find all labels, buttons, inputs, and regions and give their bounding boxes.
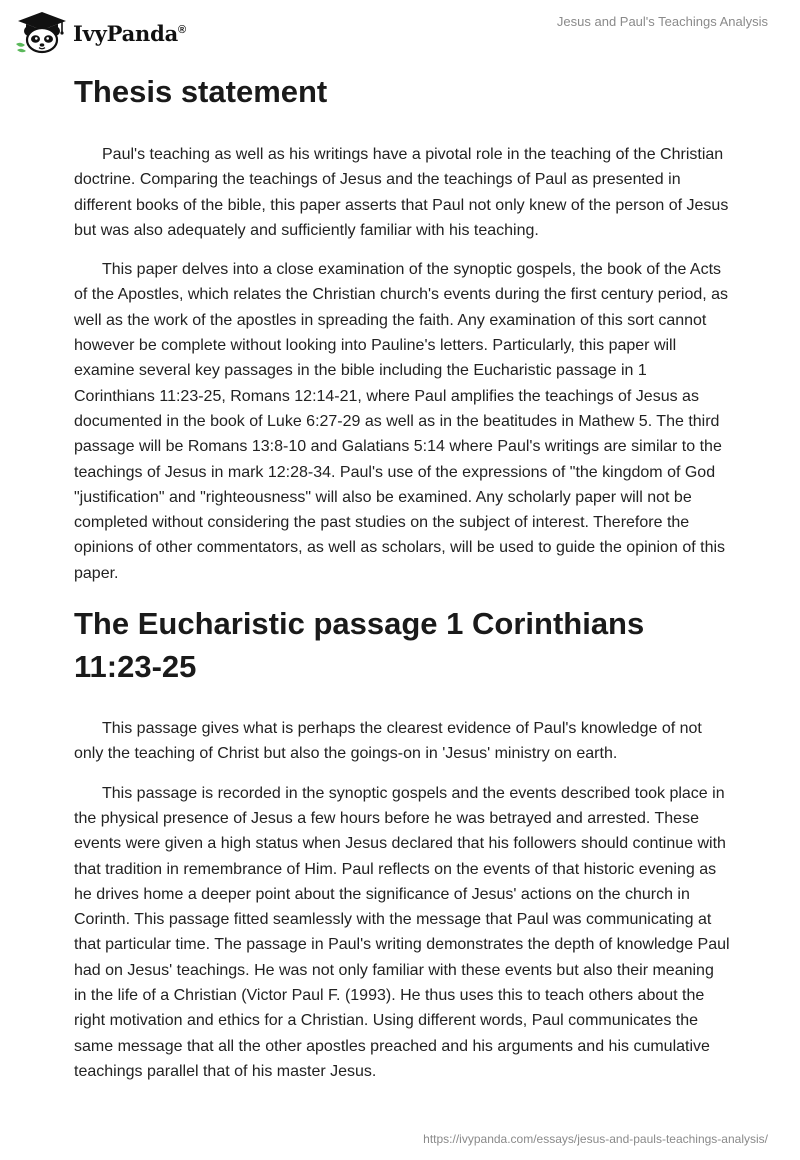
document-title: Jesus and Paul's Teachings Analysis	[556, 14, 768, 29]
brand-name: IvyPanda®	[73, 20, 186, 46]
panda-graduate-icon	[14, 10, 70, 54]
source-url-link[interactable]: https://ivypanda.com/essays/jesus-and-pauls-teachings-analysis/	[423, 1132, 768, 1146]
paragraph: This passage gives what is perhaps the clearest evidence of Paul's knowledge of not only the teaching of Christ but also the goings-on in 'Jesus' ministry on earth.	[74, 720, 702, 763]
section-heading-thesis: Thesis statement	[74, 74, 328, 109]
page-header	[0, 0, 800, 64]
paragraph: This paper delves into a close examination of the synoptic gospels, the book of the Acts of the Apostles, which relates the Christian church's events during the first century period, as well as the work of the apostles in spreading the faith. Any examination of this sort cannot however be complete without looking into Pauline's letters. Particularly, this paper will examine several key passages in the bible including the Eucharistic passage in 1 Corinthians 11:23-25, Romans 12:14-21, where Paul amplifies the teachings of Jesus as documented in the book of Luke 6:27-29 as well as in the beatitudes in Mathew 5. The third passage will be Romans 13:8-10 and Galatians 5:14 where Paul's writings are similar to the teachings of Jesus in mark 12:28-34. Paul's use of the expressions of "the kingdom of God "justification" and "righteousness" will also be examined. Any scholarly paper will not be completed without considering the past studies on the subject of interest. Therefore the opinions of other commentators, as well as scholars, will be used to guide the opinion of this paper.	[74, 261, 729, 582]
ivypanda-logo[interactable]	[14, 10, 186, 54]
essay-content	[74, 70, 730, 1098]
paragraph: This passage is recorded in the synoptic gospels and the events described took place in the physical presence of Jesus a few hours before he was betrayed and arrested. These events were given a high status when Jesus declared that his followers should continue with that tradition in remembrance of Him. Paul reflects on the events of that historic evening as he drives home a deeper point about the significance of Jesus' actions on the church in Corinth. This passage fitted seamlessly with the message that Paul was communicating at that particular time. The passage in Paul's writing demonstrates the depth of knowledge Paul had on Jesus' teachings. He was not only familiar with these events but also their meaning in the life of a Christian (Victor Paul F. (1993). He thus uses this to teach others about the right motivation and ethics for a Christian. Using different words, Paul communicates the same message that all the other apostles preached and his arguments and his cumulative teachings parallel that of his master Jesus.	[74, 784, 730, 1080]
section-heading-eucharistic: The Eucharistic passage 1 Corinthians 11:23-25	[74, 606, 645, 685]
paragraph: Paul's teaching as well as his writings have a pivotal role in the teaching of the Christian doctrine. Comparing the teachings of Jesus and the teachings of Paul as presented in different books of the bible, this paper asserts that Paul not only knew of the person of Jesus but was also adequately and sufficiently familiar with his teaching.	[74, 146, 729, 239]
